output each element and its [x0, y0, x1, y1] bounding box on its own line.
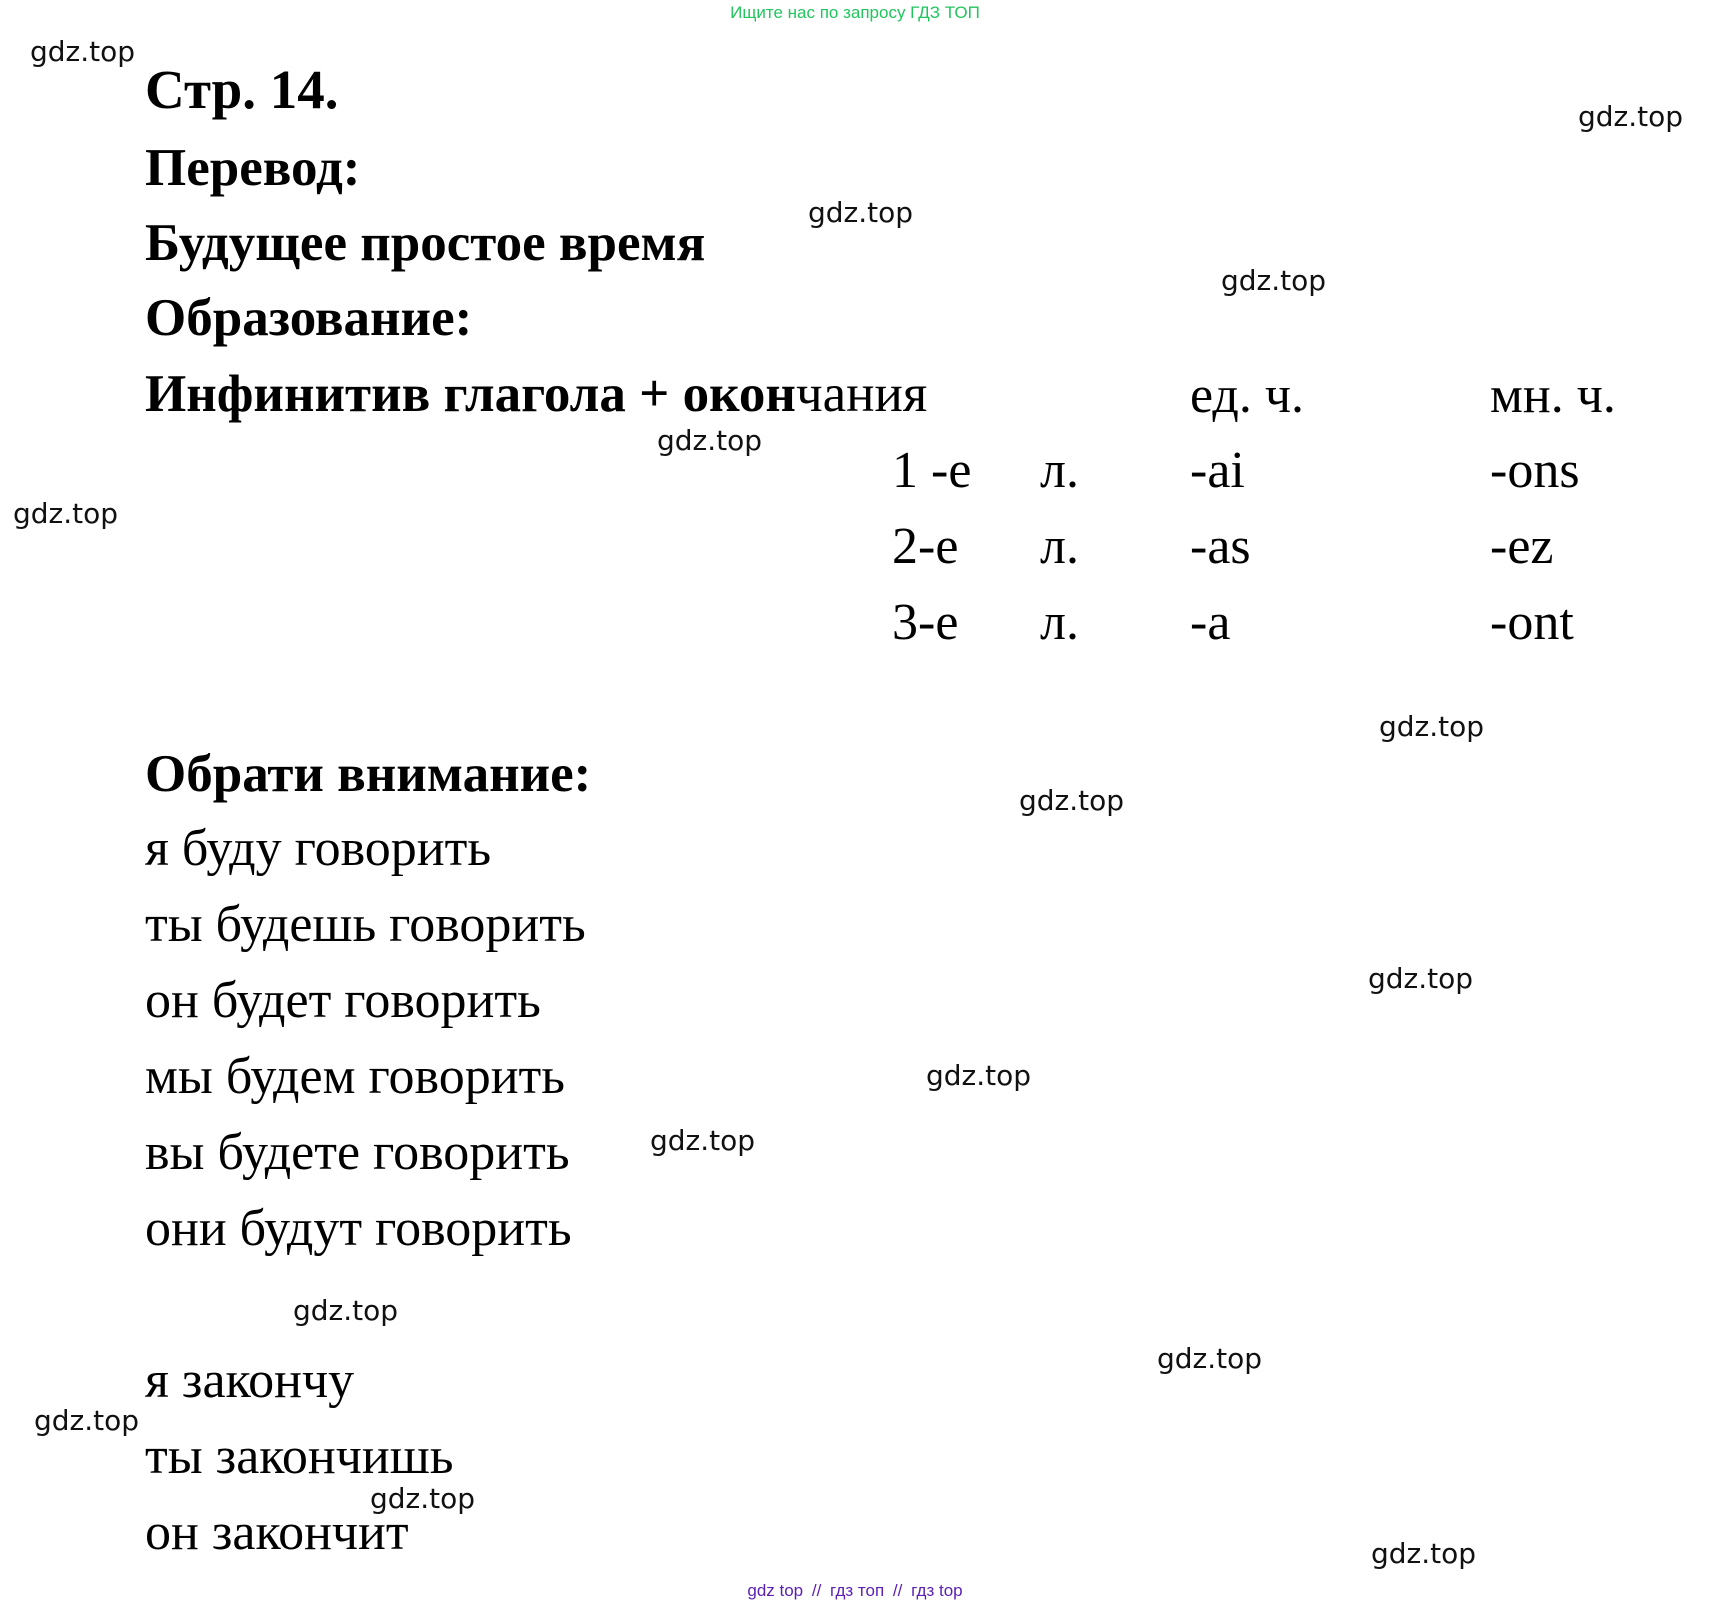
watermark: gdz.top — [1368, 962, 1474, 995]
formation-label: Образование: — [145, 289, 473, 347]
table-row-2-plural: -ez — [1490, 518, 1554, 575]
watermark: gdz.top — [370, 1482, 476, 1515]
example-speak-5: вы будете говорить — [145, 1124, 570, 1181]
example-finish-2: ты закончишь — [145, 1428, 454, 1485]
watermark: gdz.top — [13, 497, 119, 530]
table-row-3-plural: -ont — [1490, 594, 1574, 651]
watermark: gdz.top — [1379, 710, 1485, 743]
formula-bold-part: Инфинитив глагола + окон — [145, 365, 796, 423]
table-header-singular: ед. ч. — [1190, 367, 1305, 424]
formula-line — [145, 365, 928, 423]
section-label: Перевод: — [145, 139, 361, 197]
watermark: gdz.top — [293, 1294, 399, 1327]
example-speak-3: он будет говорить — [145, 972, 541, 1029]
footer-separator: // — [811, 1581, 822, 1600]
example-finish-3: он закончит — [145, 1504, 409, 1561]
footer-links — [0, 1582, 1710, 1599]
example-finish-1: я закончу — [145, 1352, 355, 1409]
example-speak-2: ты будешь говорить — [145, 896, 586, 953]
watermark: gdz.top — [650, 1124, 756, 1157]
formula-normal-part: чания — [795, 365, 928, 423]
table-row-1-plural: -ons — [1490, 442, 1580, 499]
table-row-2-abbr: л. — [1040, 518, 1079, 575]
footer-link-gdz-top-mixed[interactable]: гдз top — [911, 1581, 963, 1600]
top-banner: Ищите нас по запросу ГДЗ ТОП — [730, 3, 980, 22]
table-row-1-singular: -ai — [1190, 442, 1245, 499]
footer-separator: // — [892, 1581, 903, 1600]
watermark: gdz.top — [926, 1059, 1032, 1092]
footer-link-gdz-top-cyrillic[interactable]: гдз топ — [830, 1581, 885, 1600]
example-speak-1: я буду говорить — [145, 820, 492, 877]
table-row-1-abbr: л. — [1040, 442, 1079, 499]
watermark: gdz.top — [1157, 1342, 1263, 1375]
page-title: Стр. 14. — [145, 59, 339, 120]
topic-heading: Будущее простое время — [145, 214, 706, 272]
watermark: gdz.top — [1221, 264, 1327, 297]
table-row-2-person: 2-е — [892, 518, 959, 575]
example-speak-6: они будут говорить — [145, 1200, 572, 1257]
table-row-1-person: 1 -е — [892, 442, 972, 499]
table-row-3-person: 3-е — [892, 594, 959, 651]
watermark: gdz.top — [657, 424, 763, 457]
watermark: gdz.top — [1371, 1537, 1477, 1570]
table-row-3-singular: -a — [1190, 594, 1231, 651]
footer-link-gdz-top[interactable]: gdz top — [747, 1581, 804, 1600]
watermark: gdz.top — [34, 1404, 140, 1437]
watermark: gdz.top — [1578, 100, 1684, 133]
table-row-3-abbr: л. — [1040, 594, 1079, 651]
note-label: Обрати внимание: — [145, 745, 592, 803]
table-row-2-singular: -as — [1190, 518, 1251, 575]
watermark: gdz.top — [1019, 784, 1125, 817]
table-header-plural: мн. ч. — [1490, 367, 1616, 424]
watermark: gdz.top — [30, 35, 136, 68]
watermark: gdz.top — [808, 196, 914, 229]
example-speak-4: мы будем говорить — [145, 1048, 565, 1105]
